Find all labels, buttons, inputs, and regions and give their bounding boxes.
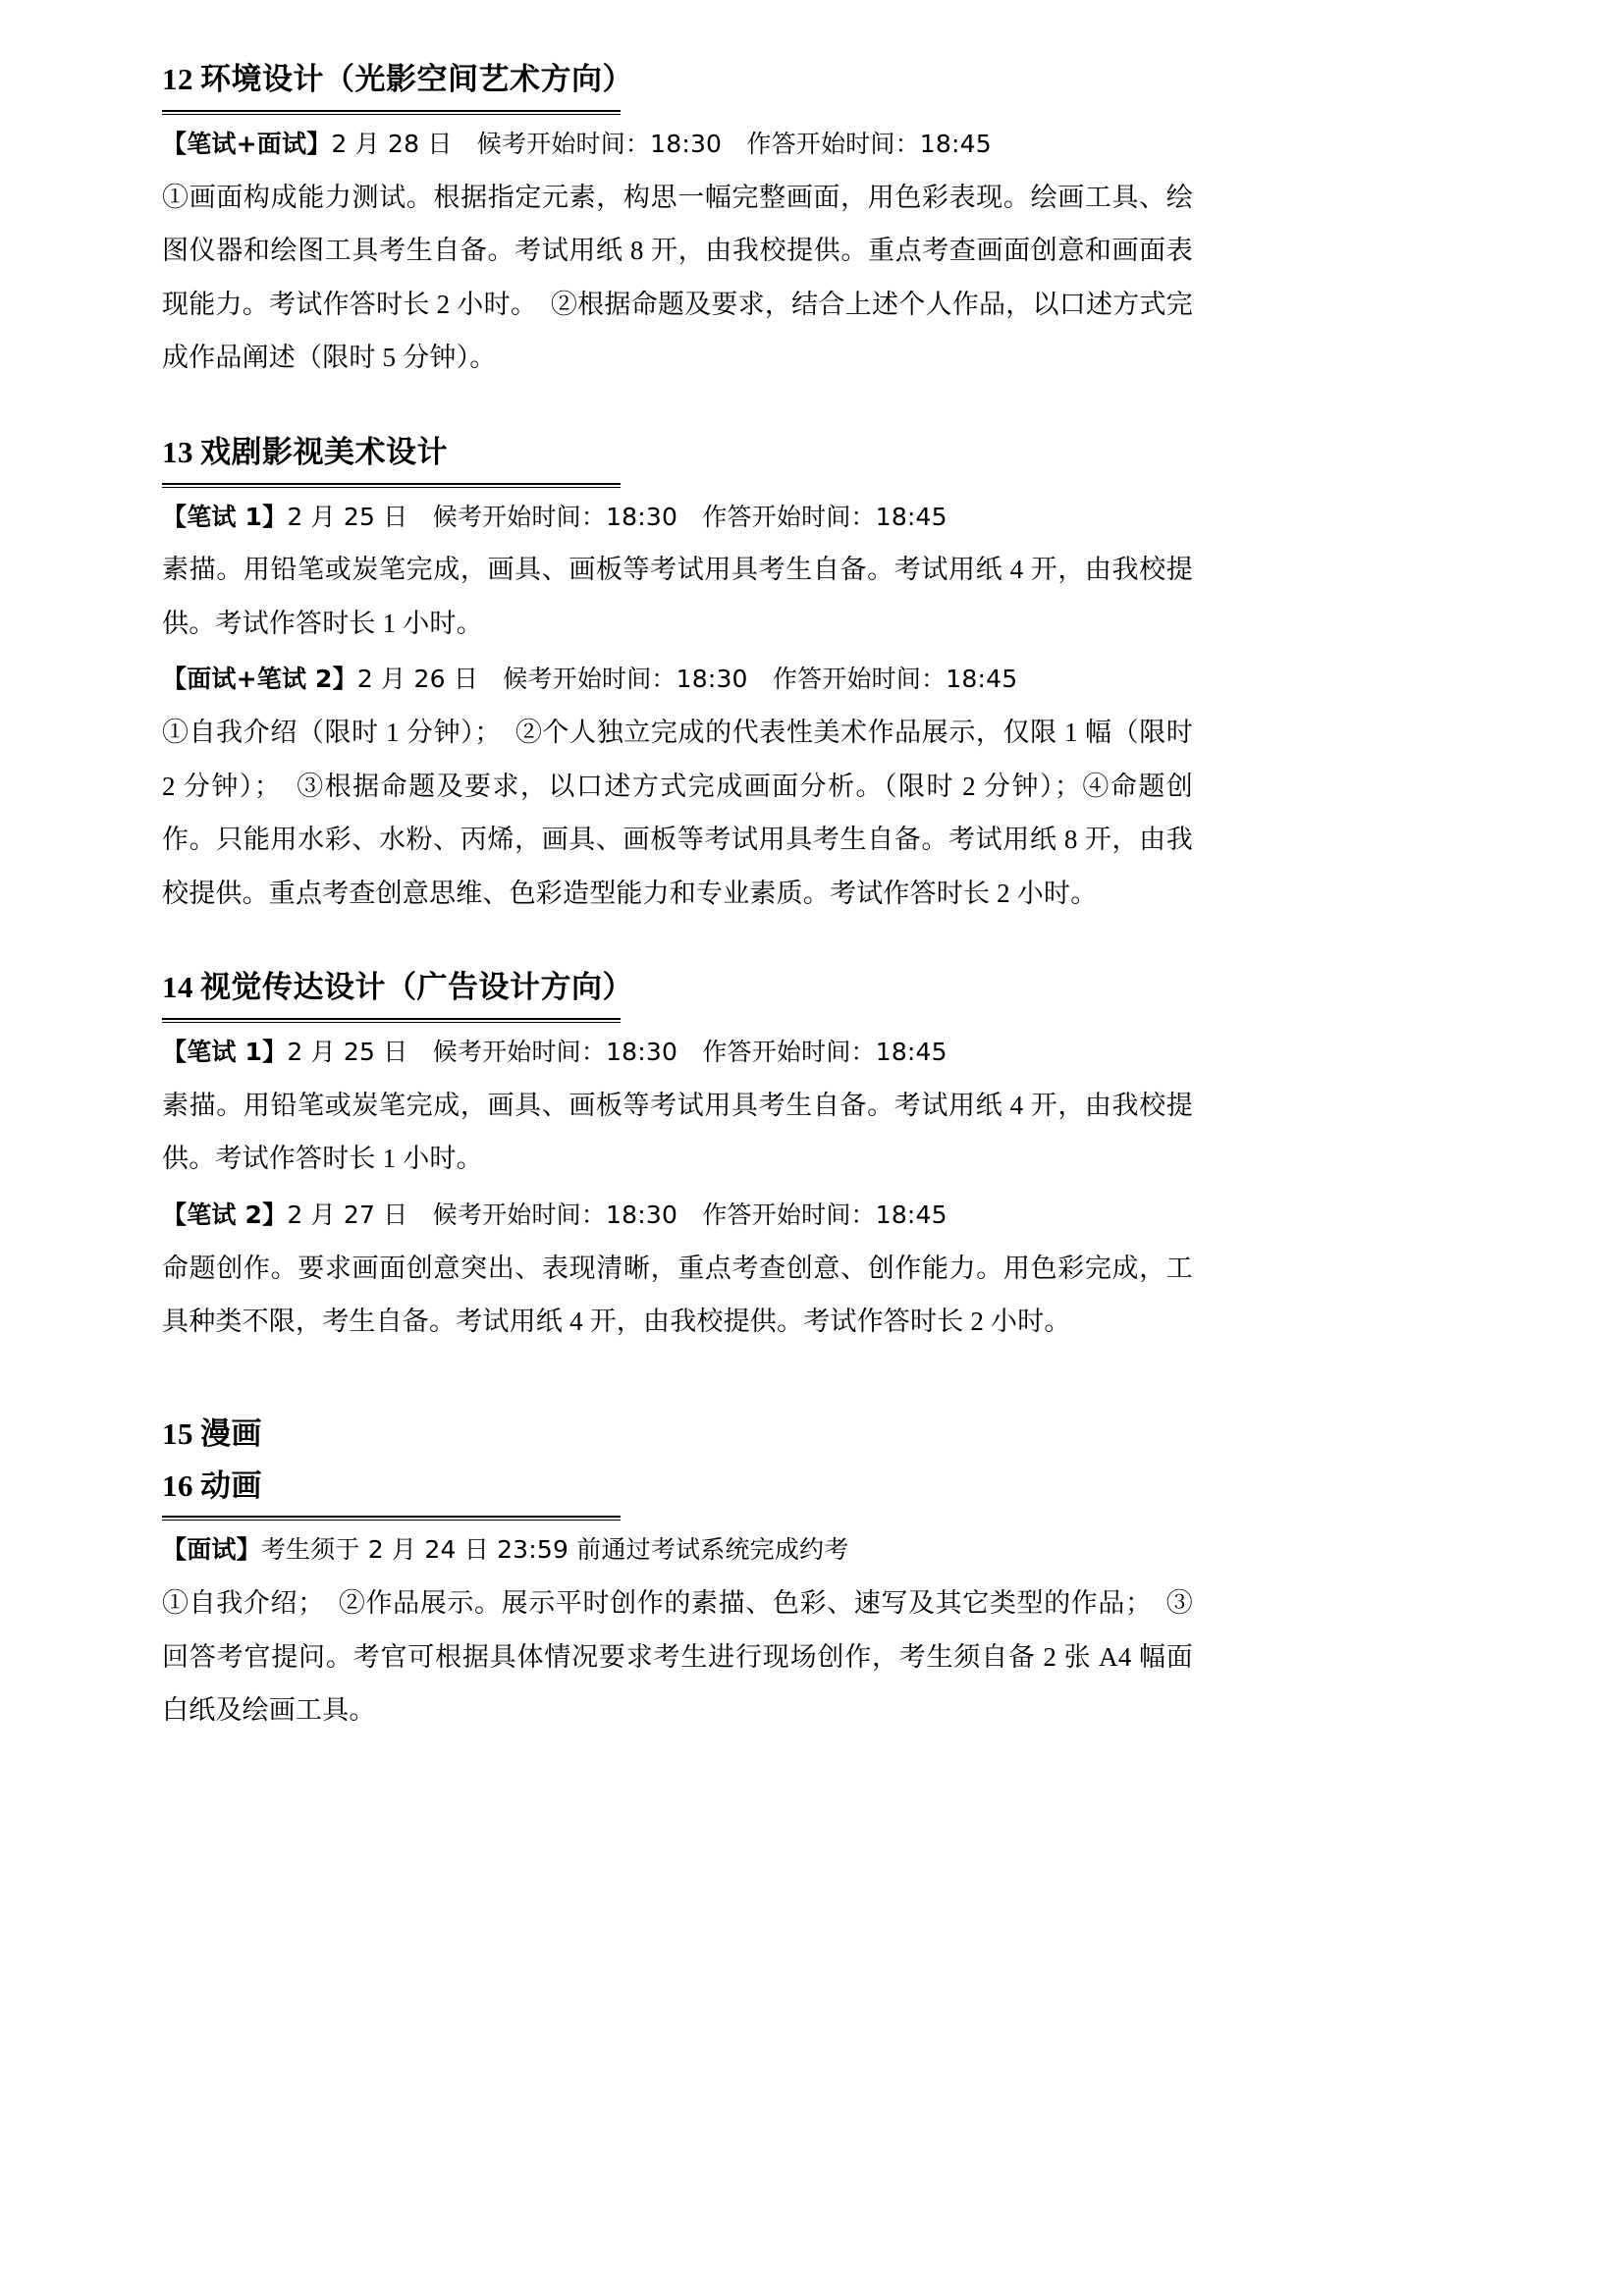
exam-schedule-text: 2 月 28 日 候考开始时间：18:30 作答开始时间：18:45 xyxy=(331,129,992,158)
heading-divider xyxy=(162,483,621,488)
exam-type-tag: 【笔试 1】 xyxy=(162,502,288,531)
section-number: 15 xyxy=(162,1415,193,1451)
section-heading-12 xyxy=(162,59,1198,101)
heading-divider xyxy=(162,1516,621,1521)
section-number: 14 xyxy=(162,970,193,1005)
section-title: 漫画 xyxy=(200,1415,262,1452)
exam-meta-line xyxy=(162,1526,1198,1575)
exam-type-tag: 【面试+笔试 2】 xyxy=(162,665,357,694)
exam-description: ①画面构成能力测试。根据指定元素，构思一幅完整画面，用色彩表现。绘画工具、绘图仪器和绘图工具考生自备。考试用纸 8 开，由我校提供。重点考查画面创意和画面表现能力。考试作答时长 2 小时。 ②根据命题及要求，结合上述个人作品，以口述方式完成作品阐述（限时 5 分钟）。 xyxy=(162,182,1193,373)
exam-meta-line xyxy=(162,1192,1198,1240)
document-content xyxy=(162,59,1198,1737)
section-number: 13 xyxy=(162,434,193,469)
section-heading-15 xyxy=(162,1414,1198,1456)
section-number: 12 xyxy=(162,62,193,96)
exam-schedule-text: 2 月 26 日 候考开始时间：18:30 作答开始时间：18:45 xyxy=(356,665,1018,694)
section-title: 戏剧影视美术设计 xyxy=(200,434,448,470)
section-spacer xyxy=(162,385,1198,432)
section-12 xyxy=(162,59,1198,385)
section-number: 16 xyxy=(162,1468,193,1503)
exam-meta-line xyxy=(162,121,1198,169)
exam-schedule-text: 考生须于 2 月 24 日 23:59 前通过考试系统完成约考 xyxy=(260,1535,849,1565)
section-16 xyxy=(162,1466,1198,1737)
exam-type-tag: 【笔试 2】 xyxy=(162,1200,288,1229)
section-heading-14 xyxy=(162,967,1198,1009)
section-heading-13 xyxy=(162,432,1198,474)
exam-schedule-text: 2 月 27 日 候考开始时间：18:30 作答开始时间：18:45 xyxy=(287,1200,947,1229)
exam-type-tag: 【笔试 1】 xyxy=(162,1038,288,1067)
exam-description: ①自我介绍； ②作品展示。展示平时创作的素描、色彩、速写及其它类型的作品； ③回答考官提问。考官可根据具体情况要求考生进行现场创作，考生须自备 2 张 A4 幅面白纸及绘画工具。 xyxy=(162,1588,1193,1726)
section-spacer xyxy=(162,920,1198,967)
section-title: 视觉传达设计（广告设计方向） xyxy=(200,970,633,1006)
exam-description: 命题创作。要求画面创意突出、表现清晰，重点考查创意、创作能力。用色彩完成，工具种类不限，考生自备。考试用纸 4 开，由我校提供。考试作答时长 2 小时。 xyxy=(162,1253,1193,1337)
exam-type-tag: 【笔试+面试】 xyxy=(162,129,332,158)
section-title: 动画 xyxy=(200,1468,262,1504)
section-spacer xyxy=(162,1456,1198,1466)
exam-type-tag: 【面试】 xyxy=(162,1535,261,1565)
section-15 xyxy=(162,1414,1198,1456)
exam-meta-line xyxy=(162,494,1198,542)
heading-divider xyxy=(162,1018,621,1023)
exam-schedule-text: 2 月 25 日 候考开始时间：18:30 作答开始时间：18:45 xyxy=(287,502,947,531)
heading-divider xyxy=(162,110,621,115)
section-spacer xyxy=(162,1349,1198,1414)
exam-description: 素描。用铅笔或炭笔完成，画具、画板等考试用具考生自备。考试用纸 4 开，由我校提供。考试作答时长 1 小时。 xyxy=(162,555,1193,638)
section-heading-16 xyxy=(162,1466,1198,1508)
section-13 xyxy=(162,432,1198,921)
exam-description: ①自我介绍（限时 1 分钟）； ②个人独立完成的代表性美术作品展示，仅限 1 幅（限时 2 分钟）； ③根据命题及要求，以口述方式完成画面分析。（限时 2 分钟）；④命题创作。只能用水彩、水粉、丙烯，画具、画板等考试用具考生自备。考试用纸 8 开，由我校提供。重点考查创意思维、色彩造型能力和专业素质。考试作答时长 2 小时。 xyxy=(162,718,1193,908)
section-14 xyxy=(162,967,1198,1348)
exam-meta-line xyxy=(162,656,1198,704)
exam-description: 素描。用铅笔或炭笔完成，画具、画板等考试用具考生自备。考试用纸 4 开，由我校提供。考试作答时长 1 小时。 xyxy=(162,1090,1193,1174)
exam-meta-line xyxy=(162,1029,1198,1077)
exam-schedule-text: 2 月 25 日 候考开始时间：18:30 作答开始时间：18:45 xyxy=(287,1038,947,1067)
section-title: 环境设计（光影空间艺术方向） xyxy=(200,62,633,97)
